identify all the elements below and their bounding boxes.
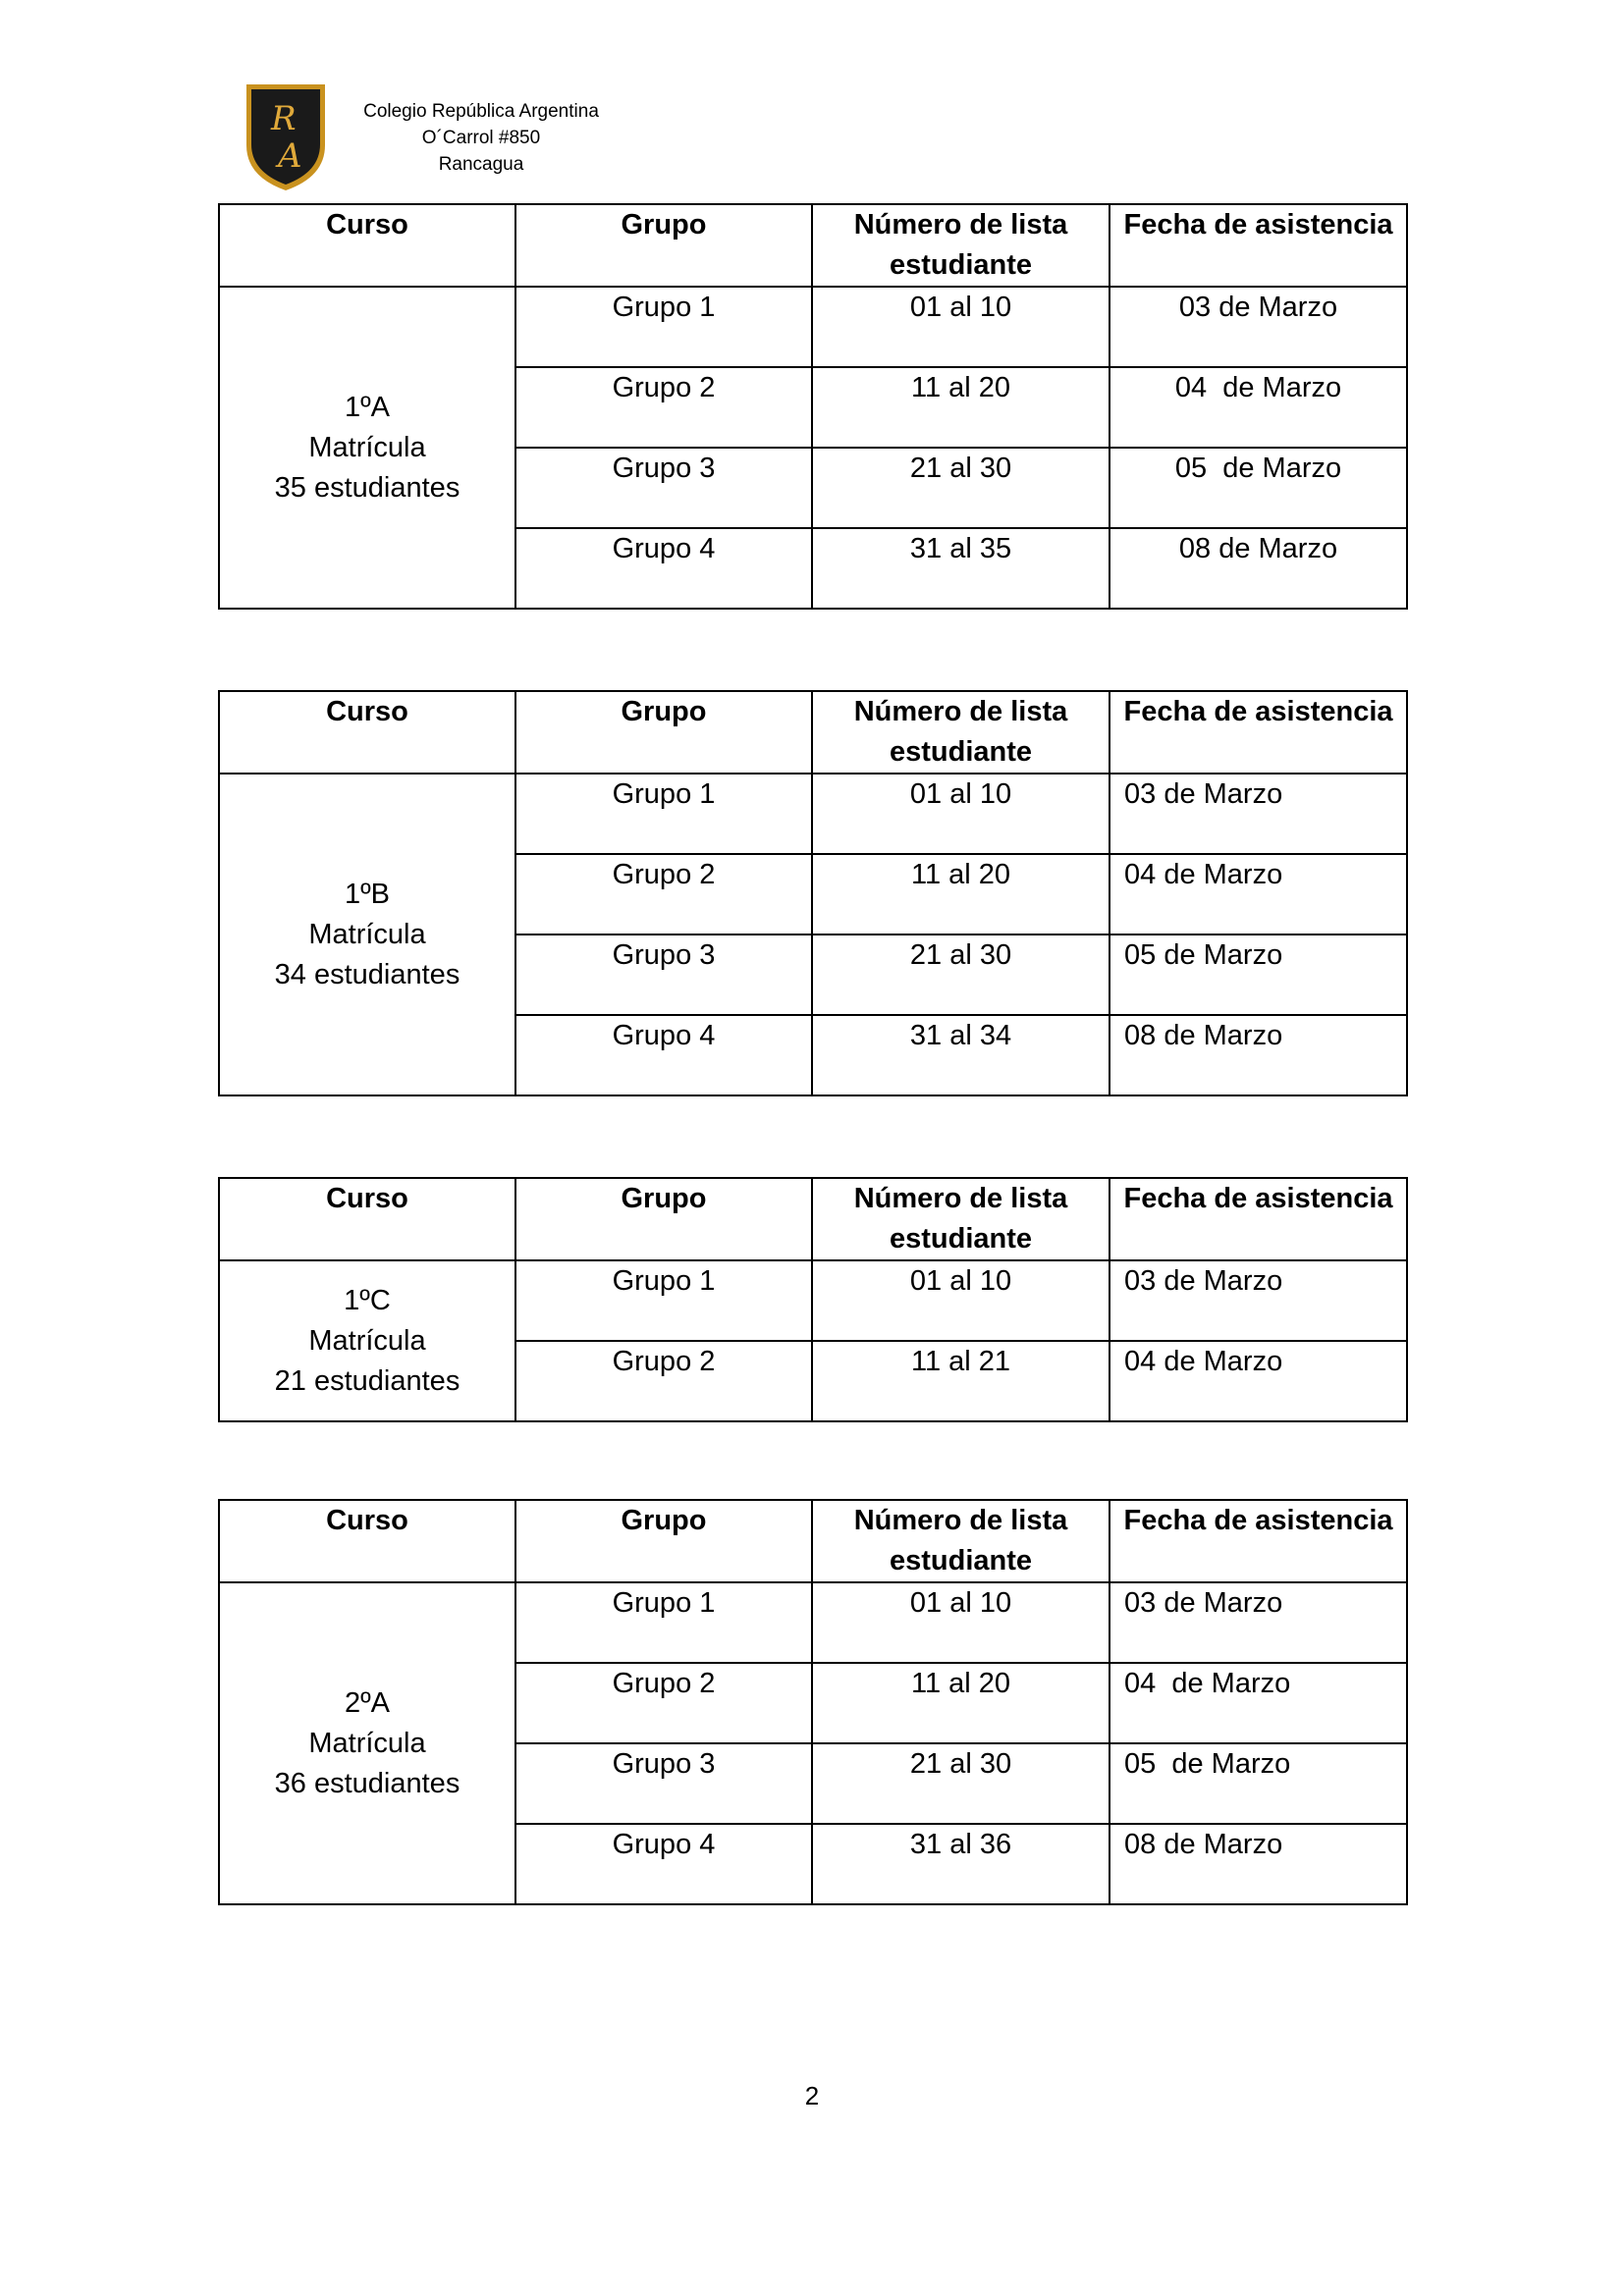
table-header-row: [219, 1178, 1407, 1260]
list-range-cell: 11 al 20: [812, 1663, 1110, 1743]
list-range-cell: 01 al 10: [812, 1582, 1110, 1663]
group-cell: Grupo 3: [515, 934, 812, 1015]
student-count: 21 estudiantes: [274, 1364, 460, 1397]
school-info: [349, 98, 614, 178]
header-fecha: Fecha de asistencia: [1110, 204, 1407, 287]
group-cell: Grupo 1: [515, 287, 812, 367]
header-numero-line1: Número de lista: [853, 209, 1068, 240]
header-numero-lista: [812, 1178, 1110, 1260]
list-range-cell: 21 al 30: [812, 934, 1110, 1015]
course-cell: [219, 287, 515, 609]
school-crest-logo: [241, 79, 331, 194]
list-range-cell: 11 al 21: [812, 1341, 1110, 1421]
course-table: [218, 203, 1408, 610]
attendance-date-cell: 08 de Marzo: [1110, 528, 1407, 609]
table-header-row: [219, 1500, 1407, 1582]
group-cell: Grupo 2: [515, 854, 812, 934]
header-grupo: Grupo: [515, 204, 812, 287]
svg-text:R: R: [271, 99, 297, 138]
group-cell: Grupo 1: [515, 1582, 812, 1663]
matricula-label: Matrícula: [308, 1324, 426, 1357]
page-number: 2: [804, 2081, 820, 2110]
header-numero-line2: estudiante: [889, 1223, 1033, 1255]
matricula-label: Matrícula: [308, 431, 426, 463]
header-numero-line2: estudiante: [889, 249, 1033, 281]
attendance-date-cell: 04 de Marzo: [1110, 854, 1407, 934]
course-name: 1ºB: [344, 878, 391, 910]
header-curso: Curso: [219, 691, 515, 774]
attendance-date-cell: 04 de Marzo: [1110, 367, 1407, 448]
header-numero-lista: [812, 204, 1110, 287]
list-range-cell: 01 al 10: [812, 287, 1110, 367]
group-cell: Grupo 4: [515, 1824, 812, 1904]
list-range-cell: 31 al 34: [812, 1015, 1110, 1095]
table-row: [219, 774, 1407, 854]
student-count: 36 estudiantes: [274, 1767, 460, 1799]
list-range-cell: 11 al 20: [812, 367, 1110, 448]
header-numero-line1: Número de lista: [853, 696, 1068, 727]
group-cell: Grupo 2: [515, 367, 812, 448]
table-row: [219, 287, 1407, 367]
attendance-date-cell: 04 de Marzo: [1110, 1341, 1407, 1421]
attendance-date-cell: 05 de Marzo: [1110, 934, 1407, 1015]
student-count: 34 estudiantes: [274, 958, 460, 990]
list-range-cell: 31 al 36: [812, 1824, 1110, 1904]
matricula-label: Matrícula: [308, 918, 426, 950]
attendance-date-cell: 08 de Marzo: [1110, 1824, 1407, 1904]
group-cell: Grupo 3: [515, 448, 812, 528]
attendance-date-cell: 04 de Marzo: [1110, 1663, 1407, 1743]
list-range-cell: 01 al 10: [812, 1260, 1110, 1341]
course-cell: [219, 1260, 515, 1421]
header-numero-line2: estudiante: [889, 1545, 1033, 1576]
course-table: [218, 1499, 1408, 1905]
course-name: 1ºA: [344, 391, 391, 423]
header-fecha: Fecha de asistencia: [1110, 1500, 1407, 1582]
school-name: Colegio República Argentina: [363, 101, 599, 122]
attendance-date-cell: 03 de Marzo: [1110, 1260, 1407, 1341]
header-numero-lista: [812, 691, 1110, 774]
matricula-label: Matrícula: [308, 1727, 426, 1759]
group-cell: Grupo 1: [515, 774, 812, 854]
header-fecha: Fecha de asistencia: [1110, 691, 1407, 774]
header-numero-line2: estudiante: [889, 736, 1033, 768]
svg-text:A: A: [278, 136, 302, 176]
header-numero-line1: Número de lista: [853, 1183, 1068, 1214]
table-row: [219, 1582, 1407, 1663]
header-curso: Curso: [219, 204, 515, 287]
header-fecha: Fecha de asistencia: [1110, 1178, 1407, 1260]
header-numero-lista: [812, 1500, 1110, 1582]
table-header-row: [219, 204, 1407, 287]
table-row: [219, 1260, 1407, 1341]
list-range-cell: 31 al 35: [812, 528, 1110, 609]
course-cell: [219, 774, 515, 1095]
attendance-date-cell: 05 de Marzo: [1110, 448, 1407, 528]
group-cell: Grupo 4: [515, 528, 812, 609]
course-table: [218, 1177, 1408, 1422]
attendance-date-cell: 03 de Marzo: [1110, 774, 1407, 854]
list-range-cell: 21 al 30: [812, 448, 1110, 528]
school-city: Rancagua: [438, 154, 524, 175]
group-cell: Grupo 1: [515, 1260, 812, 1341]
course-name: 2ºA: [344, 1686, 391, 1719]
attendance-date-cell: 05 de Marzo: [1110, 1743, 1407, 1824]
group-cell: Grupo 3: [515, 1743, 812, 1824]
list-range-cell: 21 al 30: [812, 1743, 1110, 1824]
attendance-date-cell: 03 de Marzo: [1110, 1582, 1407, 1663]
course-name: 1ºC: [344, 1284, 391, 1316]
group-cell: Grupo 2: [515, 1663, 812, 1743]
table-header-row: [219, 691, 1407, 774]
group-cell: Grupo 4: [515, 1015, 812, 1095]
letterhead: [241, 79, 614, 196]
attendance-date-cell: 08 de Marzo: [1110, 1015, 1407, 1095]
school-address: O´Carrol #850: [421, 128, 541, 148]
course-table: [218, 690, 1408, 1096]
header-grupo: Grupo: [515, 1178, 812, 1260]
list-range-cell: 11 al 20: [812, 854, 1110, 934]
header-numero-line1: Número de lista: [853, 1505, 1068, 1536]
header-grupo: Grupo: [515, 691, 812, 774]
student-count: 35 estudiantes: [274, 471, 460, 504]
header-grupo: Grupo: [515, 1500, 812, 1582]
header-curso: Curso: [219, 1500, 515, 1582]
attendance-date-cell: 03 de Marzo: [1110, 287, 1407, 367]
group-cell: Grupo 2: [515, 1341, 812, 1421]
header-curso: Curso: [219, 1178, 515, 1260]
list-range-cell: 01 al 10: [812, 774, 1110, 854]
course-cell: [219, 1582, 515, 1904]
